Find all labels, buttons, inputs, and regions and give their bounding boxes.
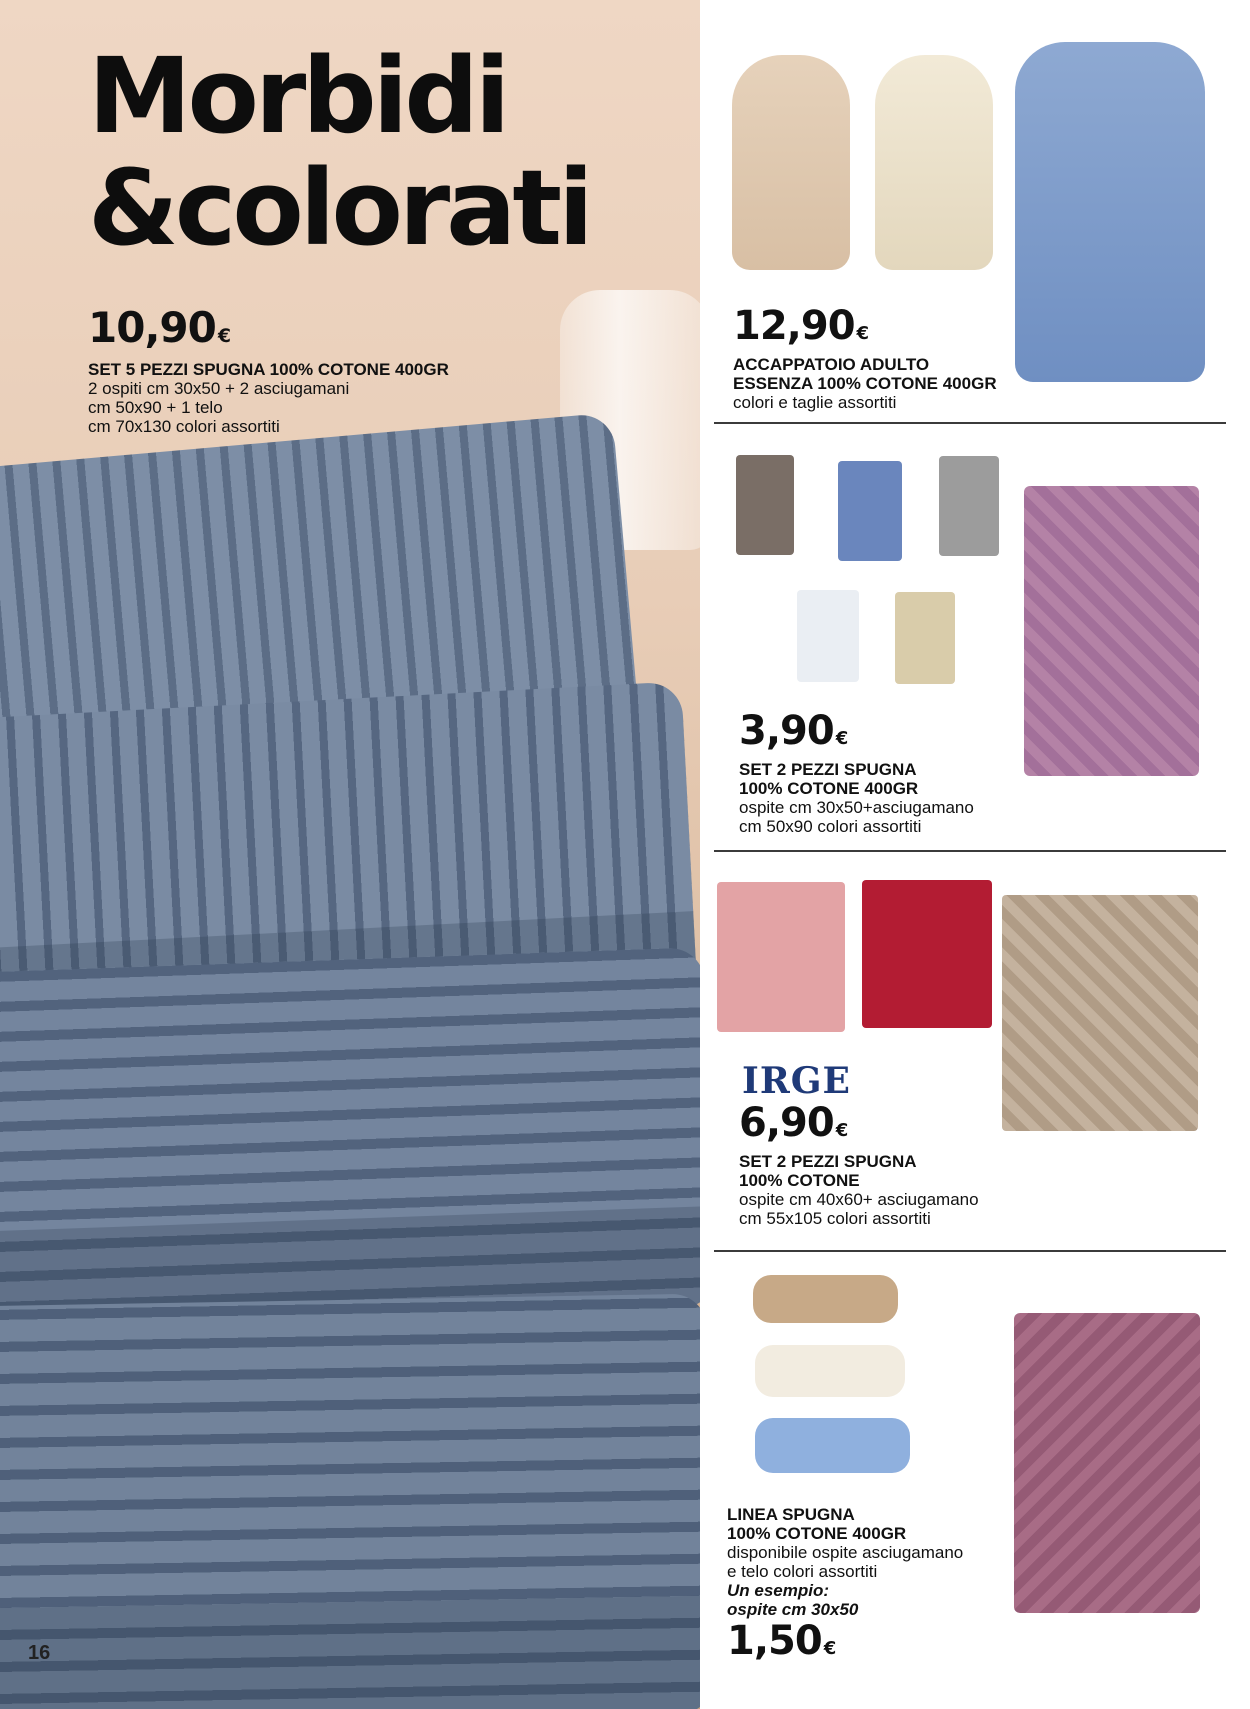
offer-bathrobe: [733, 305, 1033, 412]
towel-set-red-image: [862, 880, 992, 1028]
section-divider: [714, 850, 1226, 852]
section-divider: [714, 1250, 1226, 1252]
brand-logo: IRGE: [742, 1060, 851, 1102]
offer-towel-set-2: [739, 710, 1039, 836]
product-desc: cm 70x130 colori assortiti: [88, 417, 280, 436]
headline-line: &colorati: [88, 147, 590, 269]
product-desc: colori e taglie assortiti: [733, 393, 897, 412]
product-title: SET 2 PEZZI SPUGNA: [739, 760, 917, 779]
product-desc: ospite cm 40x60+ asciugamano: [739, 1190, 979, 1209]
headline: [88, 35, 688, 269]
product-desc: e telo colori assortiti: [727, 1562, 878, 1581]
product-title: 100% COTONE 400GR: [727, 1524, 907, 1543]
product-title: 100% COTONE: [739, 1171, 860, 1190]
price: 1,50 €: [727, 1618, 836, 1664]
towel-set-white-image: [797, 590, 859, 682]
product-desc: disponibile ospite asciugamano: [727, 1543, 964, 1562]
headline-line: Morbidi: [88, 35, 507, 157]
product-title: SET 2 PEZZI SPUGNA: [739, 1152, 917, 1171]
offer-linea-spugna: [727, 1505, 1047, 1671]
price: 10,90 €: [88, 303, 231, 352]
example-label: Un esempio:: [727, 1581, 830, 1600]
product-desc: ospite cm 30x50+asciugamano: [739, 798, 974, 817]
price: 3,90 €: [739, 708, 848, 754]
product-desc: 2 ospiti cm 30x50 + 2 asciugamani: [88, 379, 350, 398]
price: 6,90 €: [739, 1100, 848, 1146]
towel-set-grey-image: [939, 456, 999, 556]
towel-set-brown-image: [736, 455, 794, 555]
towel-set-beige-image: [895, 592, 955, 684]
page-number: 16: [28, 1642, 51, 1664]
bathrobe-blue-image: [1015, 42, 1205, 382]
product-desc: cm 55x105 colori assortiti: [739, 1209, 931, 1228]
section-divider: [714, 422, 1226, 424]
towel-set-mauve-image: [1024, 486, 1199, 776]
bathrobe-cream-image: [875, 55, 993, 270]
product-title: 100% COTONE 400GR: [739, 779, 919, 798]
product-desc: cm 50x90 + 1 telo: [88, 398, 223, 417]
towel-stack-image: [0, 1294, 700, 1709]
rolled-towel-beige-image: [753, 1275, 898, 1323]
product-desc: cm 50x90 colori assortiti: [739, 817, 922, 836]
product-title: LINEA SPUGNA: [727, 1505, 855, 1524]
price: 12,90 €: [733, 303, 869, 349]
bathrobe-beige-image: [732, 55, 850, 270]
example-size: ospite cm 30x50: [727, 1600, 859, 1619]
offer-towel-set-5: [88, 303, 508, 436]
towel-set-pink-image: [717, 882, 845, 1032]
towel-set-blue-image: [838, 461, 902, 561]
towel-stack-image: [0, 947, 700, 1333]
product-title: ESSENZA 100% COTONE 400GR: [733, 374, 997, 393]
offer-irge-towel-set: [739, 1102, 1039, 1228]
towel-set-taupe-image: [1002, 895, 1198, 1131]
rolled-towel-white-image: [755, 1345, 905, 1397]
product-title: SET 5 PEZZI SPUGNA 100% COTONE 400GR: [88, 360, 449, 379]
rolled-towel-blue-image: [755, 1418, 910, 1473]
product-title: ACCAPPATOIO ADULTO: [733, 355, 930, 374]
